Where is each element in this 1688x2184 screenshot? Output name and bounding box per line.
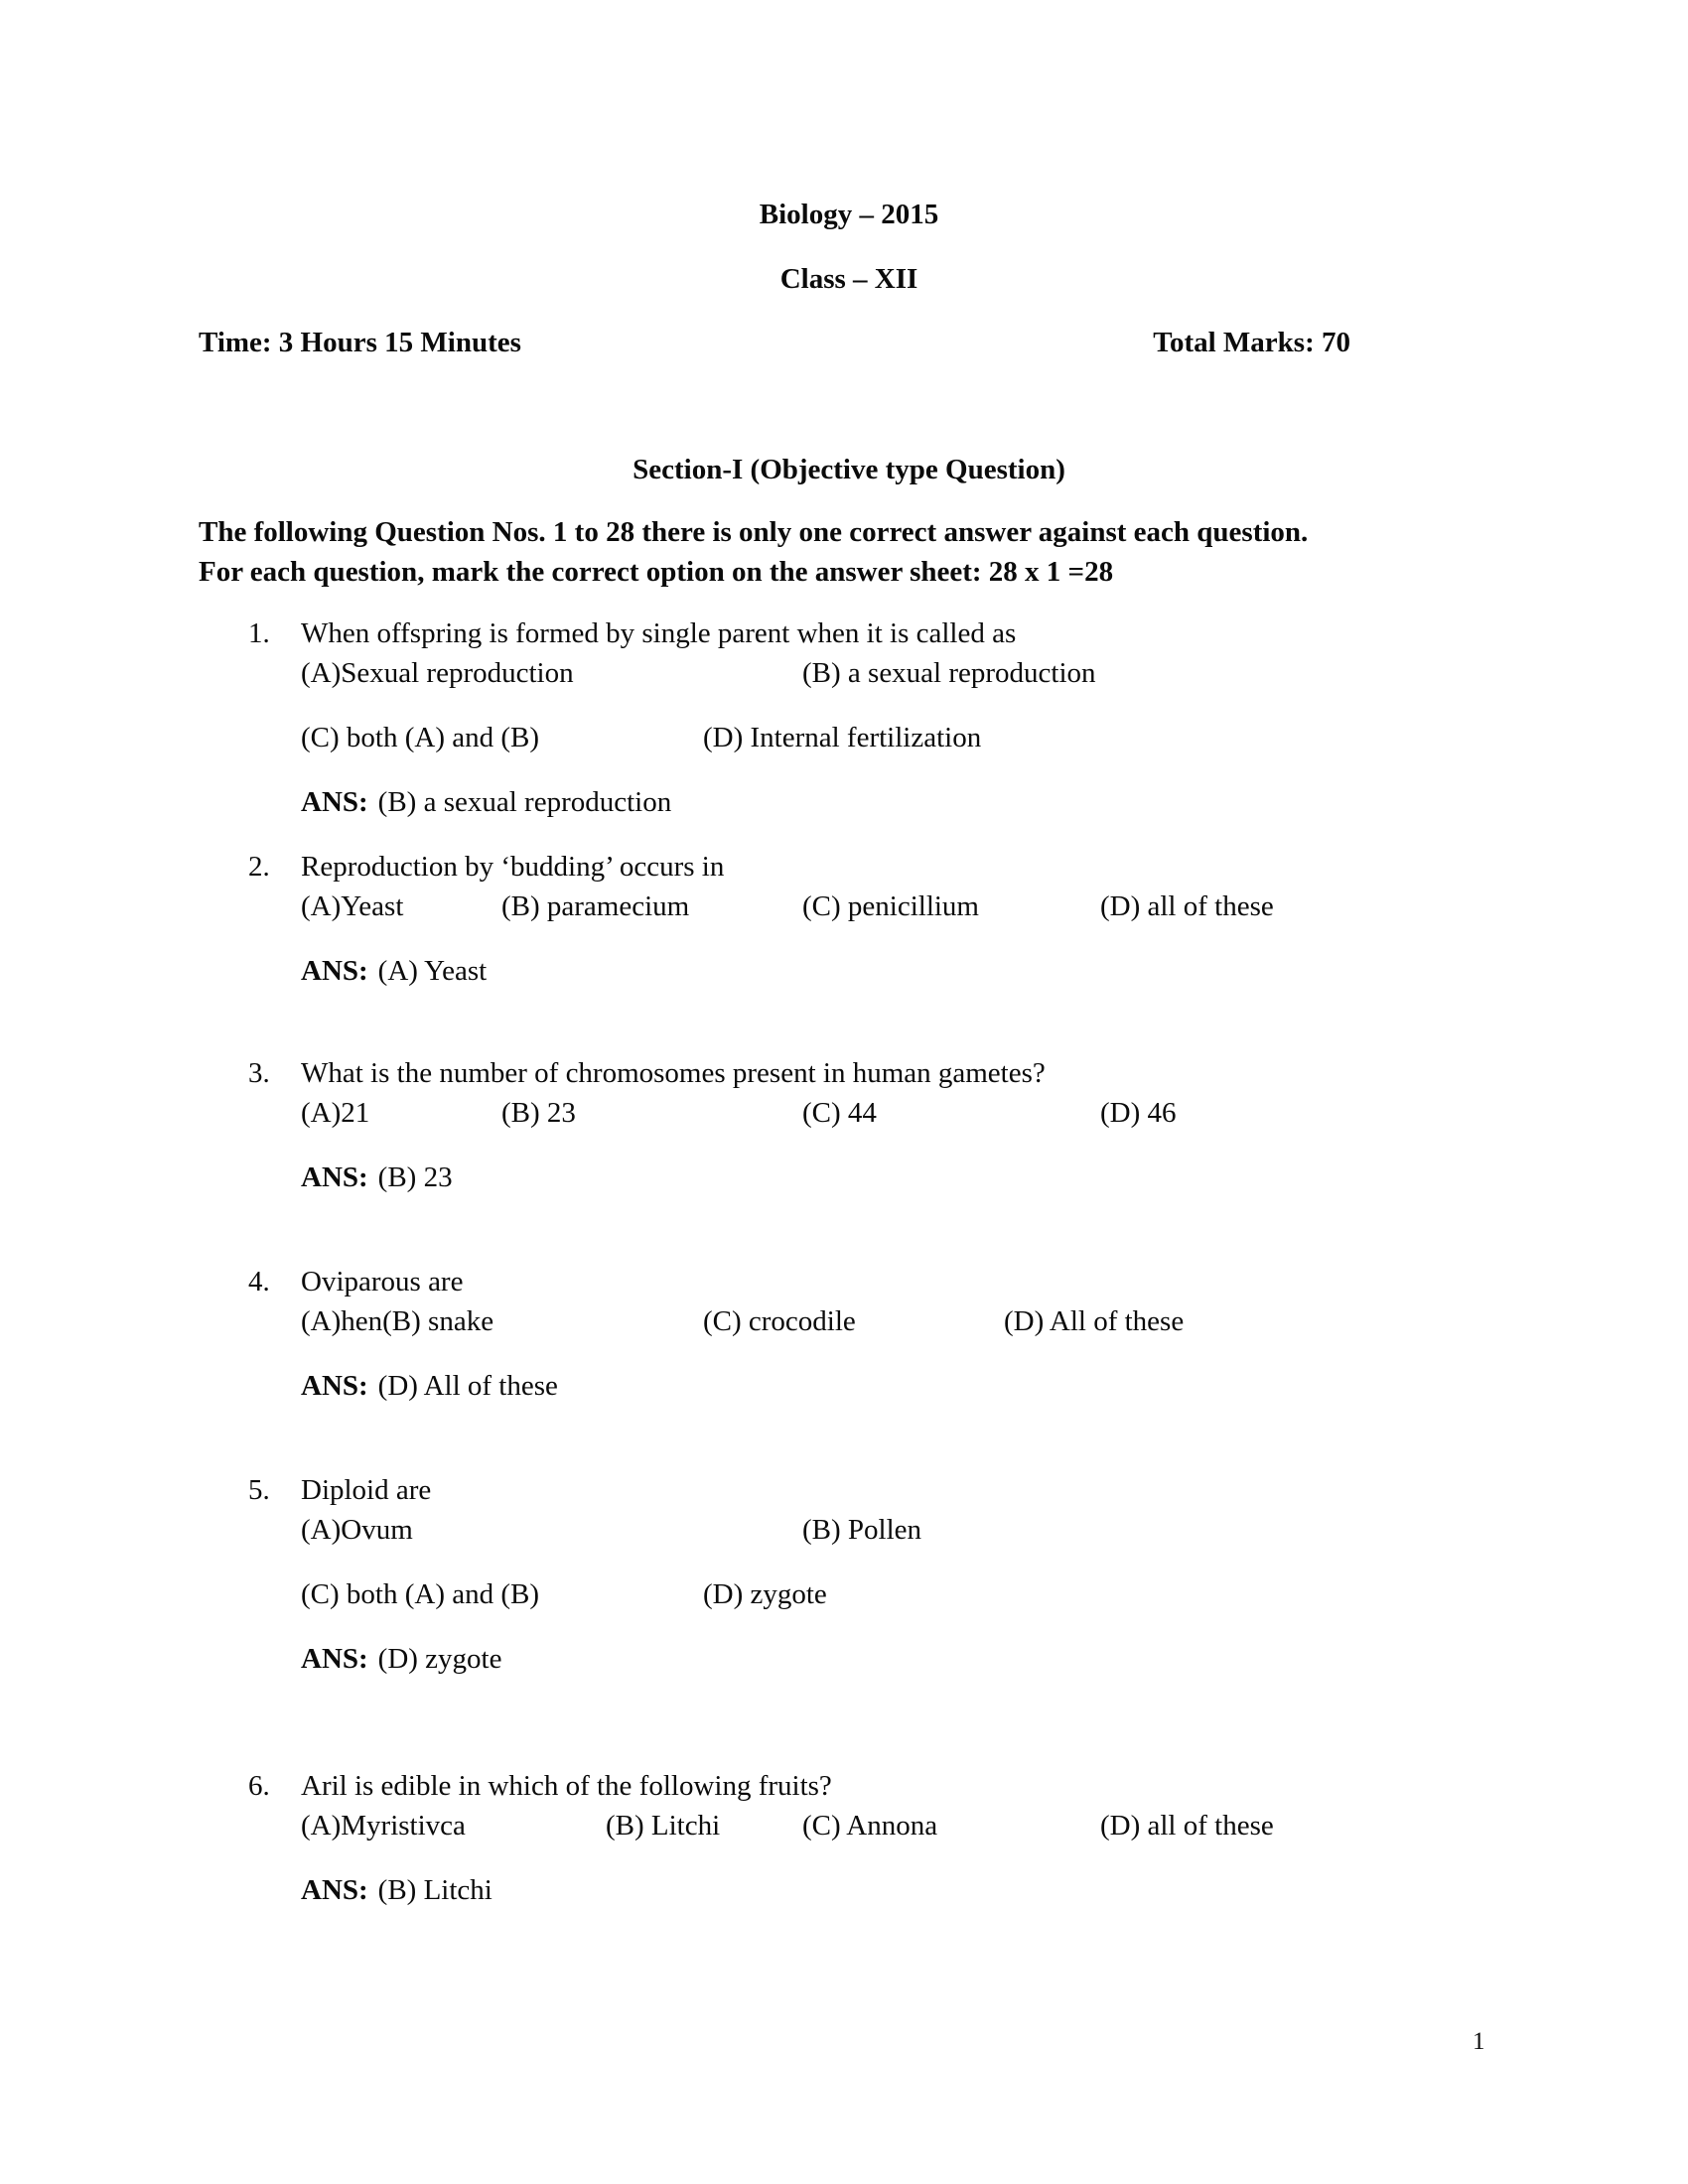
option-cell: (C) penicillium bbox=[802, 890, 979, 922]
question-number: 3. bbox=[248, 1057, 270, 1089]
question-line bbox=[199, 1053, 1499, 1093]
option-row bbox=[199, 1510, 1499, 1550]
option-row bbox=[199, 887, 1499, 926]
option-cell: (D) 46 bbox=[1100, 1097, 1177, 1129]
option-row bbox=[199, 1093, 1499, 1133]
option-cell: (A)21 bbox=[301, 1097, 370, 1129]
time-allowed: Time: 3 Hours 15 Minutes bbox=[199, 327, 521, 358]
option-cell: (D) All of these bbox=[1004, 1305, 1185, 1337]
answer-line bbox=[199, 1639, 1499, 1679]
option-row bbox=[199, 1806, 1499, 1845]
answer-text: (A) Yeast bbox=[377, 955, 488, 987]
answer-label: ANS: bbox=[301, 1643, 368, 1675]
section-heading: Section-I (Objective type Question) bbox=[633, 454, 1065, 485]
question-number: 4. bbox=[248, 1266, 270, 1297]
question-number: 5. bbox=[248, 1474, 270, 1506]
question-line bbox=[199, 847, 1499, 887]
answer-label: ANS: bbox=[301, 1161, 368, 1193]
section-instructions bbox=[199, 512, 1499, 592]
answer-line bbox=[199, 951, 1499, 991]
option-cell: (D) all of these bbox=[1100, 890, 1274, 922]
exam-meta-row bbox=[199, 323, 1350, 362]
question-text: Reproduction by ‘budding’ occurs in bbox=[301, 851, 725, 883]
option-cell: (C) 44 bbox=[802, 1097, 877, 1129]
question-line bbox=[199, 614, 1499, 653]
option-cell: (A)Ovum bbox=[301, 1514, 413, 1546]
option-row bbox=[199, 653, 1499, 693]
document-header bbox=[199, 195, 1499, 299]
option-cell: (C) Annona bbox=[802, 1810, 938, 1842]
page-number: 1 bbox=[1473, 2028, 1485, 2055]
option-cell: (D) Internal fertilization bbox=[703, 722, 982, 753]
option-cell: (B) paramecium bbox=[501, 890, 690, 922]
question-text: When offspring is formed by single parent when it is called as bbox=[301, 617, 1017, 649]
question-line bbox=[199, 1766, 1499, 1806]
question-1 bbox=[199, 614, 1499, 822]
answer-text: (B) Litchi bbox=[377, 1874, 492, 1906]
question-2 bbox=[199, 847, 1499, 991]
instructions-line-1: The following Question Nos. 1 to 28 there is only one correct answer against each question. bbox=[199, 516, 1309, 548]
question-number: 6. bbox=[248, 1770, 270, 1802]
option-cell: (C) both (A) and (B) bbox=[301, 722, 540, 753]
question-number: 1. bbox=[248, 617, 270, 649]
class-subtitle: Class – XII bbox=[779, 263, 918, 295]
option-row bbox=[199, 1574, 1499, 1614]
question-text: Aril is edible in which of the following fruits? bbox=[301, 1770, 832, 1802]
answer-text: (B) 23 bbox=[377, 1161, 453, 1193]
question-5 bbox=[199, 1470, 1499, 1679]
question-text: Diploid are bbox=[301, 1474, 432, 1506]
paper-title: Biology – 2015 bbox=[759, 199, 939, 230]
option-row bbox=[199, 1301, 1499, 1341]
question-4 bbox=[199, 1262, 1499, 1406]
answer-line bbox=[199, 782, 1499, 822]
answer-label: ANS: bbox=[301, 1874, 368, 1906]
question-line bbox=[199, 1470, 1499, 1510]
answer-line bbox=[199, 1366, 1499, 1406]
question-line bbox=[199, 1262, 1499, 1301]
option-cell: (B) a sexual reproduction bbox=[802, 657, 1096, 689]
option-cell: (A)Myristivca bbox=[301, 1810, 466, 1842]
answer-line bbox=[199, 1158, 1499, 1197]
answer-text: (B) a sexual reproduction bbox=[377, 786, 672, 818]
option-cell: (D) zygote bbox=[703, 1578, 827, 1610]
option-cell: (B) Pollen bbox=[802, 1514, 922, 1546]
question-text: What is the number of chromosomes present in human gametes? bbox=[301, 1057, 1046, 1089]
option-row bbox=[199, 718, 1499, 757]
option-cell: (B) 23 bbox=[501, 1097, 576, 1129]
answer-text: (D) All of these bbox=[377, 1370, 558, 1402]
option-cell: (C) both (A) and (B) bbox=[301, 1578, 540, 1610]
total-marks: Total Marks: 70 bbox=[1153, 327, 1350, 358]
answer-text: (D) zygote bbox=[377, 1643, 502, 1675]
question-number: 2. bbox=[248, 851, 270, 883]
instructions-line-2: For each question, mark the correct option on the answer sheet: 28 x 1 =28 bbox=[199, 556, 1114, 588]
question-6 bbox=[199, 1766, 1499, 1910]
question-text: Oviparous are bbox=[301, 1266, 464, 1297]
answer-label: ANS: bbox=[301, 955, 368, 987]
option-cell: (B) Litchi bbox=[606, 1810, 721, 1842]
option-cell: (D) all of these bbox=[1100, 1810, 1274, 1842]
option-cell: (A)Yeast bbox=[301, 890, 404, 922]
answer-line bbox=[199, 1870, 1499, 1910]
answer-label: ANS: bbox=[301, 1370, 368, 1402]
option-cell: (A)hen(B) snake bbox=[301, 1305, 494, 1337]
option-cell: (A)Sexual reproduction bbox=[301, 657, 574, 689]
option-cell: (C) crocodile bbox=[703, 1305, 856, 1337]
question-3 bbox=[199, 1053, 1499, 1197]
answer-label: ANS: bbox=[301, 786, 368, 818]
